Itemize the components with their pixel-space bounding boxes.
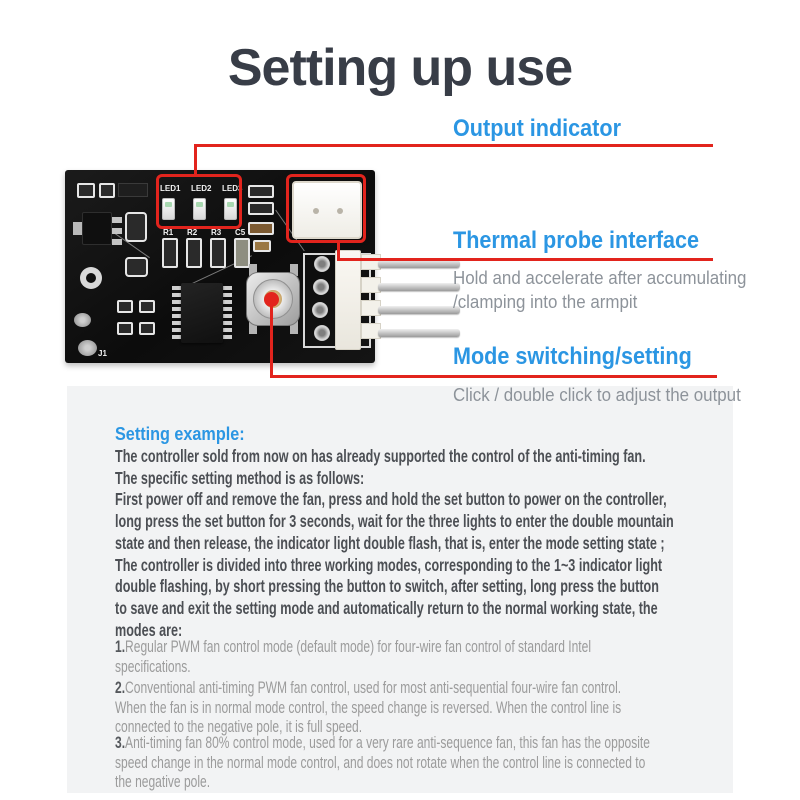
led-callout-box xyxy=(156,174,242,229)
thermal-callout-box xyxy=(286,174,366,243)
instruction-line: First power off and remove the fan, press and hold the set button to power on the controller, xyxy=(115,489,667,510)
silkscreen-c5-label: C5 xyxy=(235,228,246,237)
resistor xyxy=(139,322,155,335)
resistor xyxy=(117,322,133,335)
instruction-line: The controller sold from now on has already supported the control of the anti-timing fan. xyxy=(115,446,646,466)
thermal-probe-label: Thermal probe interface xyxy=(453,227,700,254)
resistor xyxy=(77,183,95,198)
capacitor xyxy=(253,240,271,252)
thermal-probe-caption-line2: /clamping into the armpit xyxy=(453,292,638,312)
ic-pin xyxy=(222,286,232,290)
instruction-line: The controller is divided into three working modes, corresponding to the 1~3 indicator light xyxy=(115,554,663,575)
silkscreen-r2-label: R2 xyxy=(187,228,198,237)
mode-callout-line-vertical xyxy=(270,300,273,378)
mode-item-text: the negative pole. xyxy=(115,773,211,791)
output-indicator-label: Output indicator xyxy=(453,115,621,142)
silkscreen-j1-label: J1 xyxy=(98,349,107,358)
page-title: Setting up use xyxy=(227,39,573,97)
ic-chip xyxy=(181,283,223,343)
instruction-line: to save and exit the setting mode and automatically return to the normal working state, the xyxy=(115,597,658,618)
ic-pin xyxy=(222,328,232,332)
mode-item-text: connected to the negative pole, it is full speed. xyxy=(115,718,363,736)
resistor-r2 xyxy=(186,238,202,268)
solder-pad xyxy=(313,279,329,295)
transistor-tab xyxy=(73,222,82,235)
output-callout-line-vertical xyxy=(194,145,197,177)
output-callout-line-horizontal xyxy=(194,144,713,147)
setting-instructions xyxy=(115,446,705,641)
instruction-line: state and then release, the indicator light double flash, that is, enter the mode setting state ; xyxy=(115,532,665,553)
capacitor-c5 xyxy=(234,238,250,268)
solder-pad xyxy=(312,302,328,318)
ic-pin xyxy=(222,321,232,325)
resistor xyxy=(117,300,133,313)
thermal-probe-caption-line1: Hold and accelerate after accumulating xyxy=(453,268,747,288)
ic-pin xyxy=(222,293,232,297)
solder-pad xyxy=(314,325,330,341)
mode-item-text: specifications. xyxy=(115,657,191,676)
resistor xyxy=(248,185,274,198)
resistor xyxy=(139,300,155,313)
solder-blob xyxy=(78,340,97,356)
mode-item-text: speed change in the normal mode control, and does not rotate when the control line is connected to xyxy=(115,753,646,772)
thermal-callout-line-horizontal xyxy=(337,258,713,261)
ic-pin xyxy=(222,335,232,339)
fan-connector-pin-3 xyxy=(378,306,460,314)
led3-label: LED3 xyxy=(222,184,243,193)
ic-pin xyxy=(222,307,232,311)
fan-connector-pin-1 xyxy=(378,260,460,268)
mode-item-text: When the fan is in normal mode control, the speed change is reversed. When the control line is xyxy=(115,698,622,717)
ic-pin xyxy=(222,314,232,318)
resistor xyxy=(99,183,115,198)
capacitor xyxy=(125,212,147,242)
mode-callout-line-horizontal xyxy=(270,375,717,378)
mode-item-text: Regular PWM fan control mode (default mode) for four-wire fan control of standard Intel xyxy=(125,638,592,656)
voltage-regulator xyxy=(82,212,112,245)
led2-label: LED2 xyxy=(191,184,212,193)
fan-connector-housing xyxy=(335,250,361,350)
resistor xyxy=(248,202,274,215)
mounting-hole-center xyxy=(86,273,96,283)
instruction-line: modes are: xyxy=(115,619,183,640)
mode-item-text: Conventional anti-timing PWM fan control, used for most anti-sequential four-wire fan control. xyxy=(125,679,622,697)
instruction-line: long press the set button for 3 seconds, wait for the three lights to enter the double mountain xyxy=(115,511,674,532)
capacitor xyxy=(125,257,148,277)
ic-pin xyxy=(222,300,232,304)
mode-item-text: Anti-timing fan 80% control mode, used for a very rare anti-sequence fan, this fan has the opposite xyxy=(125,734,650,752)
instruction-line: The specific setting method is as follows: xyxy=(115,467,365,488)
fan-connector-pin-4 xyxy=(378,329,460,337)
setting-example-heading: Setting example: xyxy=(115,424,245,444)
mode-item-number: 2. xyxy=(115,679,126,697)
mode-item-number: 1. xyxy=(115,638,126,656)
instruction-line: double flashing, by short pressing the button to switch, after setting, long press the button xyxy=(115,576,659,597)
silkscreen-r3-label: R3 xyxy=(211,228,222,237)
mode-item-3 xyxy=(115,734,714,793)
transistor-leg xyxy=(112,228,122,234)
transistor-leg xyxy=(112,239,122,245)
mode-item-1 xyxy=(115,638,714,677)
mode-item-2 xyxy=(115,679,714,738)
diode xyxy=(118,183,148,197)
mode-switching-caption: Click / double click to adjust the output xyxy=(453,385,741,405)
solder-blob xyxy=(74,313,91,327)
transistor-leg xyxy=(112,217,122,223)
fan-connector-pin-2 xyxy=(378,283,460,291)
silkscreen-r1-label: R1 xyxy=(163,228,174,237)
resistor-r3 xyxy=(210,238,226,268)
resistor xyxy=(248,222,274,235)
led1-label: LED1 xyxy=(160,184,181,193)
solder-pad xyxy=(314,256,330,272)
mode-item-number: 3. xyxy=(115,734,126,752)
resistor-r1 xyxy=(162,238,178,268)
mode-switching-label: Mode switching/setting xyxy=(453,343,692,370)
